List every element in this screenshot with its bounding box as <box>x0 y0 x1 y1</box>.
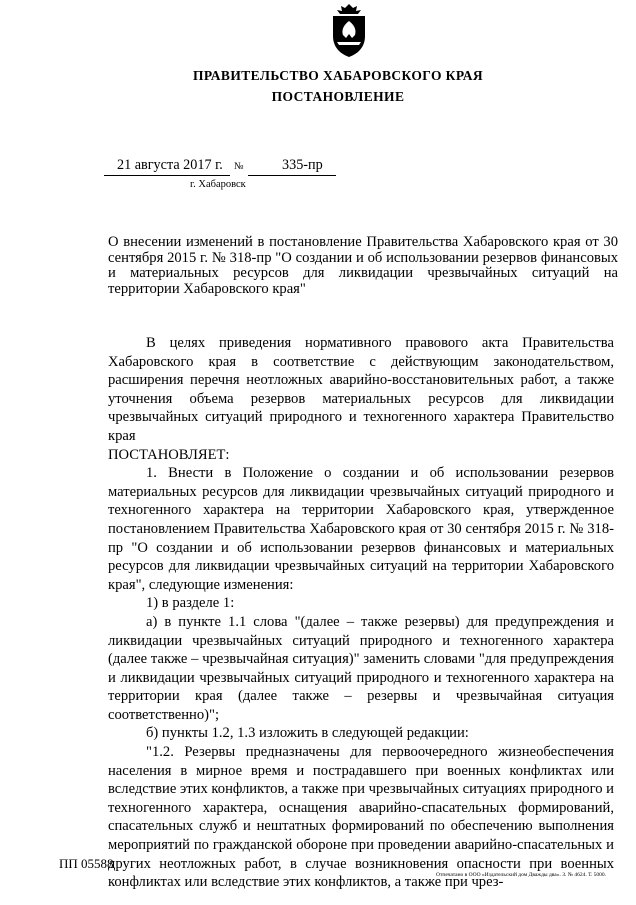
clause-1-2: "1.2. Резервы предназначены для первоочередного жизнеобеспечения населения в мирное время и пострадавшего при военных конфликтах или вследствие этих конфликтов, а также при чрезвычайных ситуациях природного и техногенного характера, оснащения аварийно-спасательных формирований, спасательных служб и нештатных формирований по обеспечению выполнения мероприятий по гражданской обороне при проведении аварийно-спасательных и других неотложных работ, в случае возникновения опасности при военных конфликтах или вследствие этих конфликтов, а также при чрез- <box>108 744 614 891</box>
number-sign: № <box>234 161 244 172</box>
document-subject: О внесении изменений в постановление Правительства Хабаровского края от 30 сентября 2015 г. № 318-пр "О создании и об использовании резервов финансовых и материальных ресурсов для ликвидации чрезвычайных ситуаций на территории Хабаровского края" <box>108 234 618 297</box>
subitem-a: а) в пункте 1.1 слова "(далее – также резервы) для предупреждения и ликвидации чрезвычайных ситуаций природного и техногенного характера (далее также – чрезвычайная ситуация)" заменить словами "для предупреждения и ликвидации чрезвычайных ситуаций природного и техногенного характера на территории края (далее также – резервы и чрезвычайная ситуация соответственно)"; <box>108 613 614 723</box>
section-1-heading: 1) в разделе 1: <box>146 595 235 612</box>
number-underline <box>248 175 336 176</box>
government-name: ПРАВИТЕЛЬСТВО ХАБАРОВСКОГО КРАЯ <box>192 68 484 83</box>
document-body <box>108 334 614 892</box>
printer-imprint: Отпечатано в ООО «Издательский дом Дважды два». З. № 4624. Т. 5000. <box>436 872 607 878</box>
city: г. Хабаровск <box>190 179 246 190</box>
subitem-b: б) пункты 1.2, 1.3 изложить в следующей редакции: <box>146 725 469 742</box>
document-type-title: ПОСТАНОВЛЕНИЕ <box>271 89 405 104</box>
document-number: 335-пр <box>282 157 323 173</box>
preamble-paragraph: В целях приведения нормативного правового акта Правительства Хабаровского края в соответствие с действующим законодательством, расширения перечня неотложных аварийно-восстановительных работ, а также уточнения объема резервов материальных ресурсов для ликвидации чрезвычайных ситуаций природного и техногенного характера Правительство края <box>108 335 614 444</box>
resolves-word: ПОСТАНОВЛЯЕТ: <box>108 446 230 463</box>
coat-of-arms-emblem <box>327 2 371 58</box>
footer-code: ПП 05588 <box>59 856 114 871</box>
paragraph-1: 1. Внести в Положение о создании и об использовании резервов материальных ресурсов для ликвидации чрезвычайных ситуаций природного и техногенного характера на территории Хабаровского края, утвержденное постановлением Правительства Хабаровского края от 30 сентября 2015 г. № 318-пр "О создании и об использовании резервов финансовых и материальных ресурсов для ликвидации чрезвычайных ситуаций на территории Хабаровского края", следующие изменения: <box>108 465 614 593</box>
document-date: 21 августа 2017 г. <box>117 157 223 173</box>
date-underline <box>104 175 230 176</box>
